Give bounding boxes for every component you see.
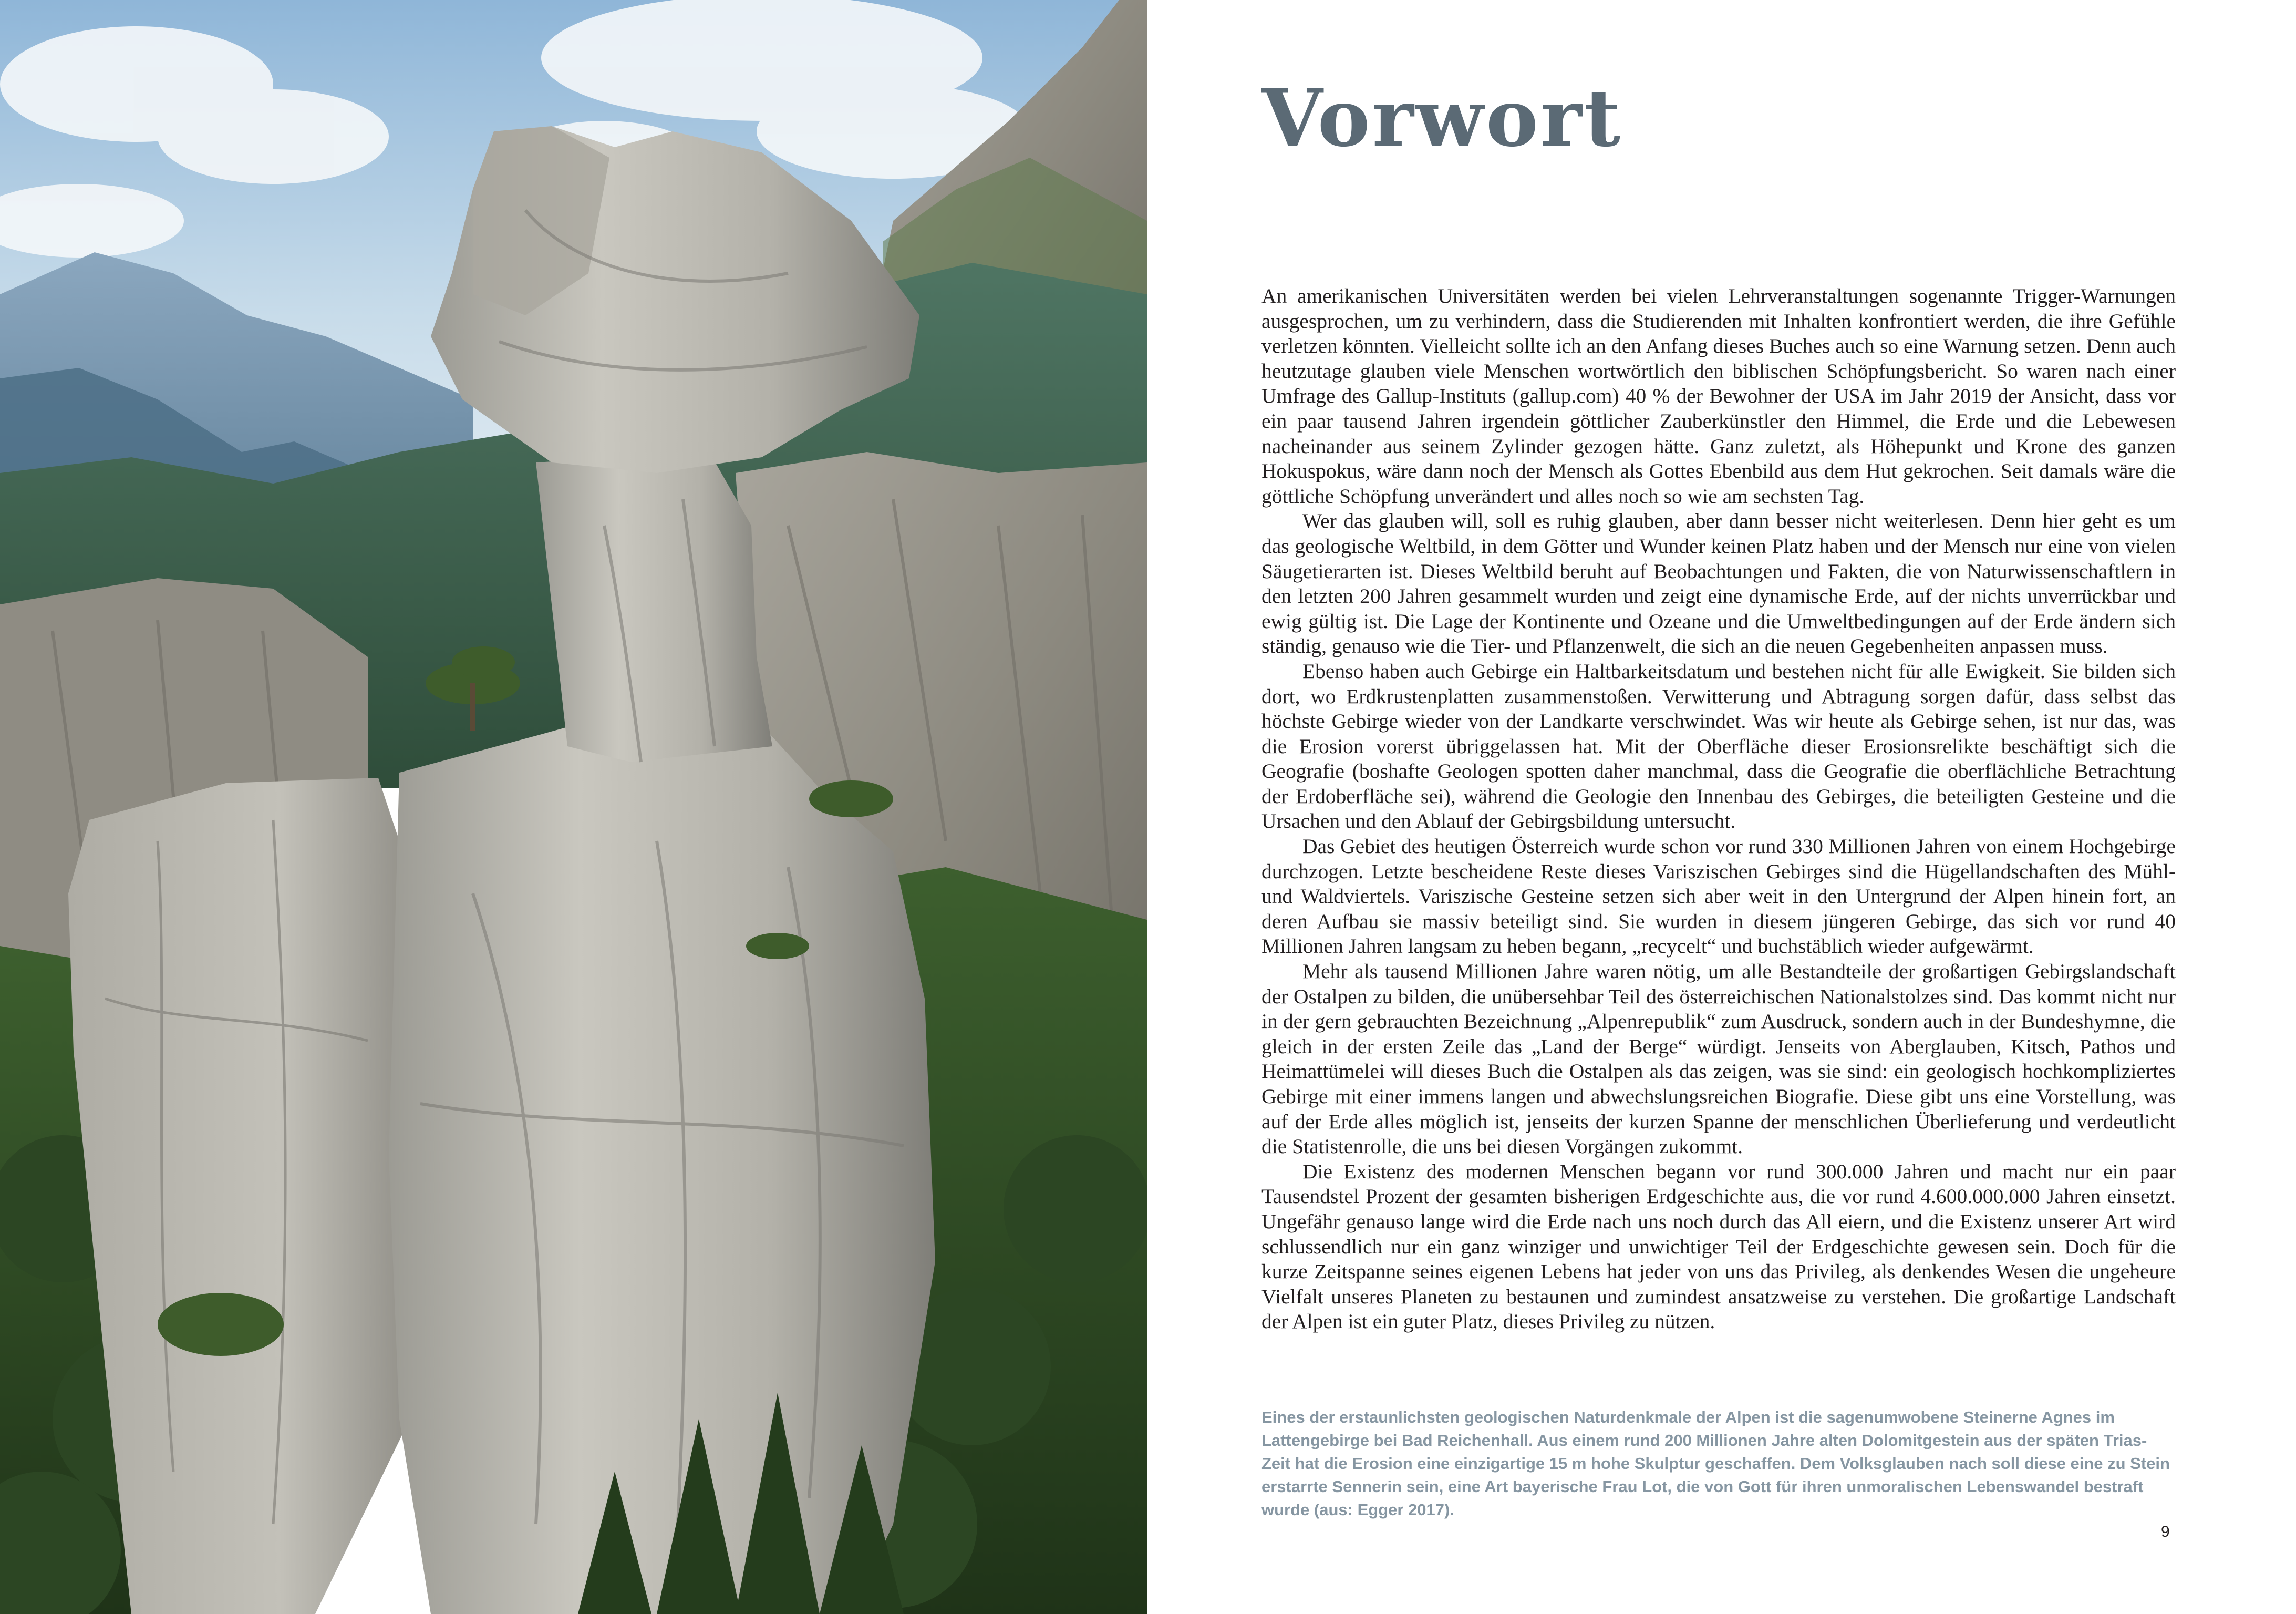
page-number: 9 — [2161, 1523, 2170, 1540]
paragraph-1: An amerikanischen Universitäten werden bei vielen Lehrveranstaltungen sogenannte Trigger-Warnungen ausgesprochen, um zu verhindern, dass die Studierenden mit Inhalten konfrontiert werden, die ihre Gefühle verletzen könnten. Vielleicht sollte ich an den Anfang dieses Buches auch so eine Warnung setzen. Denn auch heutzutage glauben viele Menschen wortwörtlich den biblischen Schöpfungsbericht. So waren nach einer Umfrage des Gallup-Instituts (gallup.com) 40 % der Bewohner der USA im Jahr 2019 der Ansicht, dass vor ein paar tausend Jahren irgendein göttlicher Zauberkünstler den Himmel, die Erde und die Lebewesen nacheinander aus seinem Zylinder gezogen hätte. Ganz zuletzt, als Höhepunkt und Krone des ganzen Hokuspokus, wäre dann noch der Mensch als Gottes Ebenbild aus dem Hut gekrochen. Seit damals wäre die göttliche Schöpfung unverändert und alles noch so wie am sechsten Tag. — [1261, 284, 2176, 508]
paragraph-5: Mehr als tausend Millionen Jahre waren nötig, um alle Bestandteile der großartigen Gebirgslandschaft der Ostalpen zu bilden, die unübersehbar Teil des österreichischen Nationalstolzes sind. Das kommt nicht nur in der gern gebrauchten Bezeichnung „Alpenrepublik“ zum Ausdruck, sondern auch in der Bundeshymne, die gleich in der ersten Zeile das „Land der Berge“ würdigt. Jenseits von Aberglauben, Kitsch, Pathos und Heimattümelei will dieses Buch die Ostalpen als das zeigen, was sie sind: ein geologisch hochkompliziertes Gebirge mit einer immens langen und abwechslungsreichen Biografie. Diese gibt uns eine Vorstellung, was auf der Erde alles möglich ist, jenseits der kurzen Spanne der menschlichen Überlieferung und verdeutlicht die Statistenrolle, die uns bei diesen Vorgängen zukommt. — [1261, 960, 2176, 1158]
page-title: Vorwort — [1261, 72, 1623, 165]
text-page — [1147, 0, 2296, 1614]
rock-pillar-photo — [0, 0, 1147, 1614]
landscape-illustration — [0, 0, 1147, 1614]
photo-caption: Eines der erstaunlichsten geologischen Naturdenkmale der Alpen ist die sagenumwobene Steinerne Agnes im Lattengebirge bei Bad Reichenhall. Aus einem rund 200 Millionen Jahre alten Dolomitgestein aus der späten Trias-Zeit hat die Erosion eine einzigartige 15 m hohe Skulptur geschaffen. Dem Volksglauben nach soll diese eine zu Stein erstarrte Sennerin sein, eine Art bayerische Frau Lot, die von Gott für ihren unmoralischen Lebenswandel bestraft wurde (aus: Egger 2017). — [1261, 1408, 2170, 1519]
paragraph-3: Ebenso haben auch Gebirge ein Haltbarkeitsdatum und bestehen nicht für alle Ewigkeit. Sie bilden sich dort, wo Erdkrustenplatten zusammenstoßen. Verwitterung und Abtragung sorgen dafür, dass selbst das höchste Gebirge wieder von der Landkarte verschwindet. Was wir heute als Gebirge sehen, ist nur das, was die Erosion vorerst übriggelassen hat. Mit der Oberfläche dieser Erosionsrelikte beschäftigt sich die Geografie (boshafte Geologen spotten daher manchmal, dass die Geografie die oberflächliche Betrachtung der Erdoberfläche sei), während die Geologie den Innenbau des Gebirges, die beteiligten Gesteine und die Ursachen und den Ablauf der Gebirgsbildung untersucht. — [1261, 659, 2176, 833]
paragraph-2: Wer das glauben will, soll es ruhig glauben, aber dann besser nicht weiterlesen. Denn hier geht es um das geologische Weltbild, in dem Götter und Wunder keinen Platz haben und der Mensch nur eine von vielen Säugetierarten ist. Dieses Weltbild beruht auf Beobachtungen und Fakten, die von Naturwissenschaftlern in den letzten 200 Jahren gesammelt wurden und zeigt eine dynamische Erde, auf der nichts unverrückbar und ewig gültig ist. Die Lage der Kontinente und Ozeane und die Umweltbedingungen auf der Erde ändern sich ständig, genauso wie die Tier- und Pflanzenwelt, die sich an die neuen Gegebenheiten anpassen muss. — [1261, 509, 2176, 658]
body-text — [1261, 284, 2176, 1334]
paragraph-6: Die Existenz des modernen Menschen begann vor rund 300.000 Jahren und macht nur ein paar Tausendstel Prozent der gesamten bisherigen Erdgeschichte aus, die vor rund 4.600.000.000 Jahren einsetzt. Ungefähr genauso lange wird die Erde nach uns noch durch das All eiern, und die Existenz unserer Art wird schlussendlich nur ein ganz winziger und unwichtiger Teil der Erdgeschichte gewesen sein. Doch für die kurze Zeitspanne seines eigenen Lebens hat jeder von uns das Privileg, als denkendes Wesen die ungeheure Vielfalt unseres Planeten zu bestaunen und zumindest ansatzweise zu verstehen. Die großartige Landschaft der Alpen ist ein guter Platz, dieses Privileg zu nützen. — [1261, 1159, 2176, 1333]
paragraph-4: Das Gebiet des heutigen Österreich wurde schon vor rund 330 Millionen Jahren von einem Hochgebirge durchzogen. Letzte bescheidene Reste dieses Variszischen Gebirges sind die Hügellandschaften des Mühl- und Waldviertels. Variszische Gesteine setzen sich aber weit in den Untergrund der Alpen hinein fort, an deren Aufbau sie massiv beteiligt sind. Sie wurden in diesem jüngeren Gebirge, das sich vor rund 40 Millionen Jahren langsam zu heben begann, „recycelt“ und buchstäblich wieder aufgewärmt. — [1261, 835, 2176, 958]
